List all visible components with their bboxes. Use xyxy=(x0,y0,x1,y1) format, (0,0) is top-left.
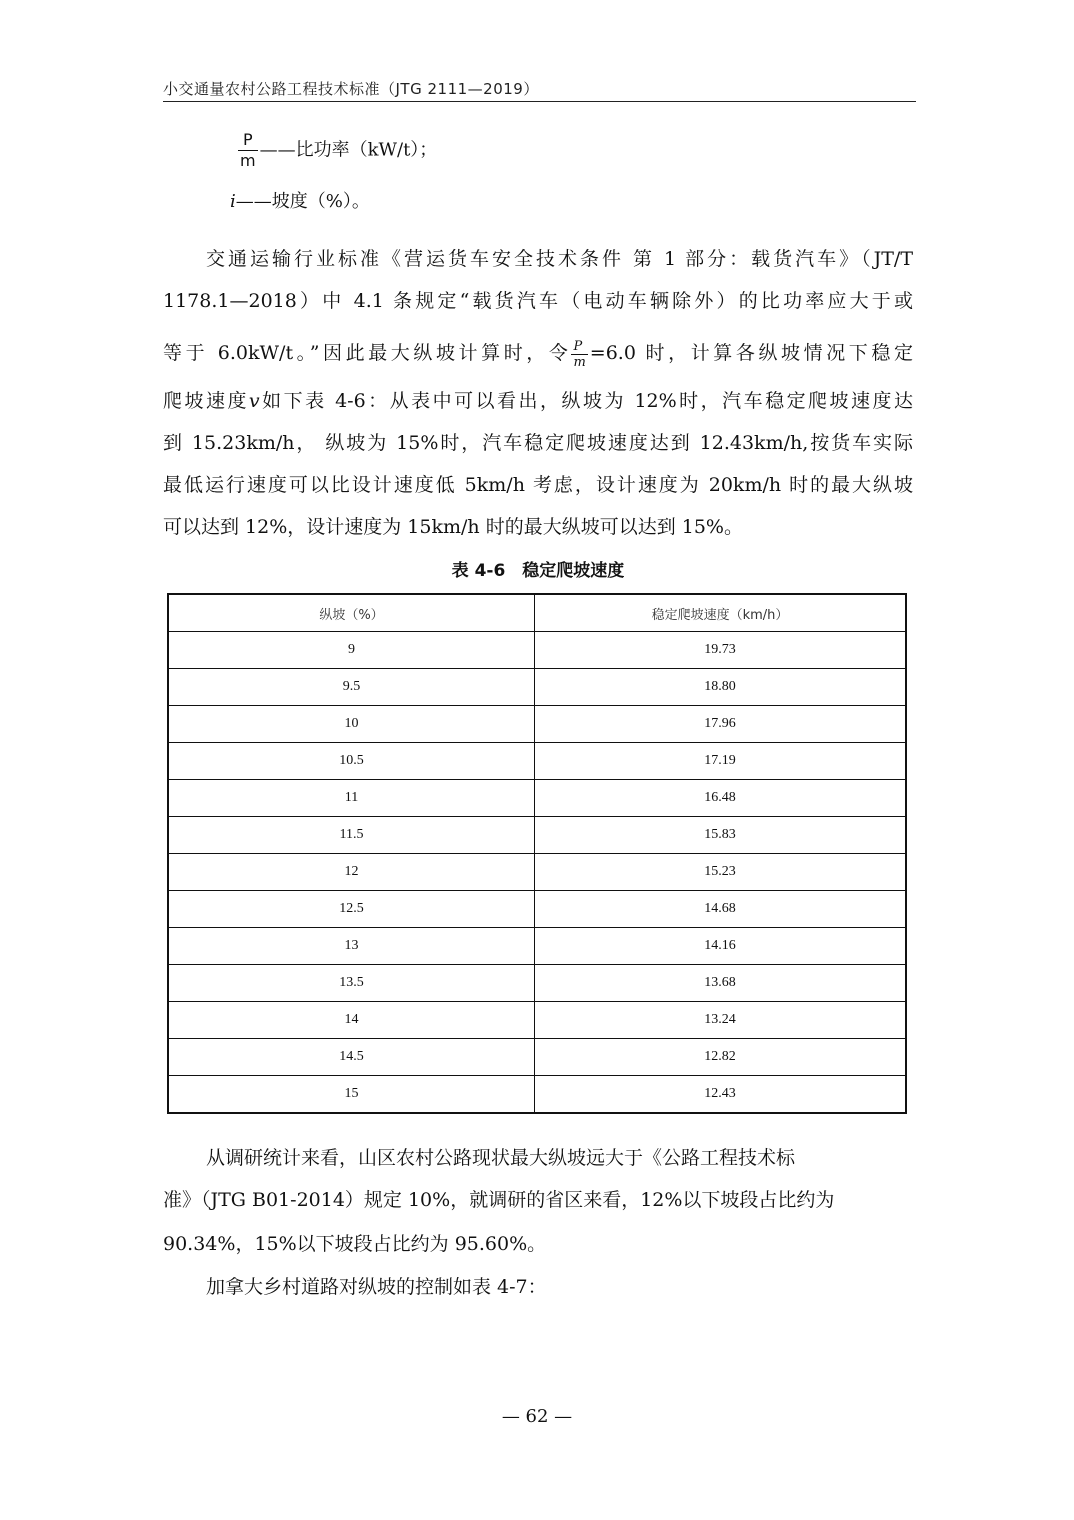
text-line: 90.34%，15%以下坡段占比约为 95.60%。 xyxy=(163,1233,547,1255)
text-line: 1178.1—2018）中 4.1 条规定“载货汽车（电动车辆除外）的比功率应大于或 xyxy=(163,290,913,312)
grade-cell: 9 xyxy=(168,632,535,669)
power-ratio-fraction xyxy=(238,130,258,171)
text-segment: 如下表 4-6：从表中可以看出，纵坡为 12%时，汽车稳定爬坡速度达 xyxy=(259,390,913,412)
text-line xyxy=(163,338,913,368)
table-row xyxy=(168,780,906,817)
grade-cell: 9.5 xyxy=(168,669,535,706)
speed-cell: 15.23 xyxy=(535,854,907,891)
grade-symbol: i xyxy=(230,191,236,212)
table-row xyxy=(168,743,906,780)
speed-cell: 19.73 xyxy=(535,632,907,669)
text-line: 可以达到 12%，设计速度为 15km/h 时的最大纵坡可以达到 15%。 xyxy=(163,516,743,538)
definition-grade xyxy=(230,191,370,213)
grade-cell: 10 xyxy=(168,706,535,743)
text-segment: =6.0 时，计算各纵坡情况下稳定 xyxy=(589,342,913,364)
table-row xyxy=(168,928,906,965)
grade-cell: 13 xyxy=(168,928,535,965)
speed-cell: 14.68 xyxy=(535,891,907,928)
table-row xyxy=(168,669,906,706)
speed-cell: 18.80 xyxy=(535,669,907,706)
speed-cell: 13.24 xyxy=(535,1002,907,1039)
table-row xyxy=(168,1076,906,1114)
text-segment: 爬坡速度 xyxy=(163,390,249,412)
speed-cell: 16.48 xyxy=(535,780,907,817)
text-line: 准》（JTG B01-2014）规定 10%，就调研的省区来看，12%以下坡段占比约为 xyxy=(163,1189,835,1211)
table-caption: 表 4-6 稳定爬坡速度 xyxy=(451,561,625,581)
speed-cell: 12.43 xyxy=(535,1076,907,1114)
text-line: 加拿大乡村道路对纵坡的控制如表 4-7： xyxy=(206,1276,547,1298)
table-row xyxy=(168,817,906,854)
grade-cell: 13.5 xyxy=(168,965,535,1002)
text-line: 从调研统计来看，山区农村公路现状最大纵坡远大于《公路工程技术标 xyxy=(206,1147,796,1169)
column-header-grade: 纵坡（%） xyxy=(168,594,535,632)
speed-cell: 17.96 xyxy=(535,706,907,743)
definition-power-ratio xyxy=(238,130,437,171)
text-line: 到 15.23km/h， 纵坡为 15%时，汽车稳定爬坡速度达到 12.43km/h,按货车实际 xyxy=(163,432,913,454)
power-ratio-fraction xyxy=(571,339,587,370)
grade-cell: 12.5 xyxy=(168,891,535,928)
table-header-row xyxy=(168,594,906,632)
speed-cell: 12.82 xyxy=(535,1039,907,1076)
table-row xyxy=(168,706,906,743)
grade-cell: 14 xyxy=(168,1002,535,1039)
speed-cell: 15.83 xyxy=(535,817,907,854)
grade-cell: 12 xyxy=(168,854,535,891)
grade-cell: 14.5 xyxy=(168,1039,535,1076)
speed-symbol: v xyxy=(248,390,260,412)
running-header: 小交通量农村公路工程技术标准（JTG 2111—2019） xyxy=(163,80,539,98)
table-row xyxy=(168,965,906,1002)
table-row xyxy=(168,1002,906,1039)
page-number: — 62 — xyxy=(501,1406,573,1427)
header-rule xyxy=(163,101,916,102)
grade-cell: 11.5 xyxy=(168,817,535,854)
text-line: 交通运输行业标准《营运货车安全技术条件 第 1 部分：载货汽车》（JT/T xyxy=(206,248,913,270)
grade-cell: 10.5 xyxy=(168,743,535,780)
grade-cell: 15 xyxy=(168,1076,535,1114)
speed-cell: 13.68 xyxy=(535,965,907,1002)
definition-text: ——坡度（%）。 xyxy=(235,191,370,212)
speed-cell: 14.16 xyxy=(535,928,907,965)
climbing-speed-table xyxy=(167,593,907,1114)
table-row xyxy=(168,1039,906,1076)
table-row xyxy=(168,854,906,891)
column-header-speed: 稳定爬坡速度（km/h） xyxy=(535,594,907,632)
fraction-denominator: m xyxy=(573,354,586,370)
definition-text: ——比功率（kW/t）； xyxy=(259,139,438,161)
text-line xyxy=(163,386,913,416)
grade-cell: 11 xyxy=(168,780,535,817)
fraction-numerator: P xyxy=(571,339,587,355)
table-row xyxy=(168,891,906,928)
speed-cell: 17.19 xyxy=(535,743,907,780)
text-line: 最低运行速度可以比设计速度低 5km/h 考虑，设计速度为 20km/h 时的最大纵坡 xyxy=(163,474,913,496)
fraction-denominator: m xyxy=(240,151,256,170)
fraction-numerator: P xyxy=(238,130,258,151)
table-row xyxy=(168,632,906,669)
text-segment: 等于 6.0kW/t。”因此最大纵坡计算时，令 xyxy=(163,342,572,364)
